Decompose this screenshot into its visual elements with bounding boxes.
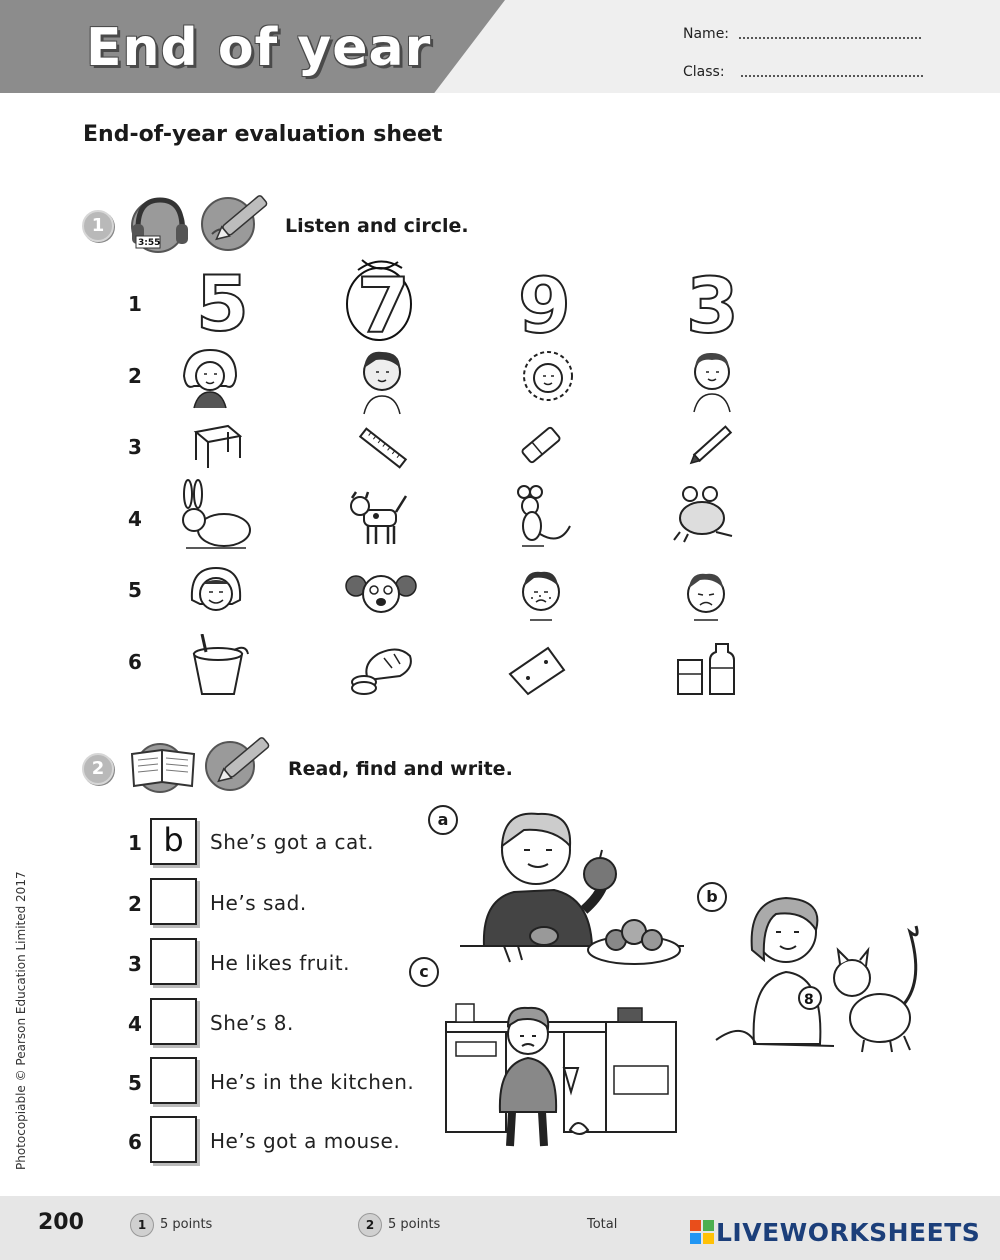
question-text: She’s got a cat.	[210, 830, 375, 854]
milk-icon[interactable]	[676, 640, 738, 698]
girl-with-cat-picture	[716, 898, 917, 1052]
boy-face-icon[interactable]	[354, 346, 410, 416]
pencil-icon[interactable]	[684, 420, 738, 470]
name-label: Name:	[683, 26, 730, 42]
exercise-1-instruction: Listen and circle.	[285, 215, 469, 237]
pencil-write-icon	[202, 728, 278, 794]
question-number: 2	[128, 892, 142, 916]
number-option-3[interactable]: 3	[686, 261, 739, 350]
row-number: 2	[128, 364, 142, 388]
name-dotted-line[interactable]	[739, 29, 921, 39]
class-field[interactable]	[683, 64, 923, 80]
question-number: 1	[128, 831, 142, 855]
book-icon	[128, 738, 198, 794]
exercise-2-instruction: Read, find and write.	[288, 758, 513, 780]
girl-shirt-number: 8	[804, 992, 814, 1008]
yoghurt-icon[interactable]	[186, 634, 252, 698]
number-option-5[interactable]: 5	[196, 259, 249, 348]
points-exercise-1-number: 1	[130, 1213, 154, 1237]
answer-box[interactable]	[150, 938, 197, 985]
copyright-notice: Photocopiable © Pearson Education Limited 2017	[14, 871, 28, 1170]
row-number: 4	[128, 507, 142, 531]
question-text: She’s 8.	[210, 1011, 294, 1035]
row-number: 3	[128, 435, 142, 459]
page-number: 200	[38, 1210, 84, 1235]
number-option-7[interactable]: 7	[357, 261, 410, 350]
points-exercise-2: 5 points	[388, 1217, 441, 1232]
ruler-icon[interactable]	[356, 424, 410, 472]
row-number: 1	[128, 292, 142, 316]
mouse-icon[interactable]	[510, 484, 574, 550]
sick-boy-icon[interactable]	[516, 566, 566, 622]
brand-text: LIVEWORKSHEETS	[716, 1218, 981, 1247]
exercise-1-number: 1	[82, 210, 114, 242]
answer-box[interactable]	[150, 998, 197, 1045]
liveworksheets-logo-icon	[690, 1220, 714, 1244]
picture-label-b: b	[697, 882, 727, 912]
table-icon[interactable]	[188, 422, 242, 470]
eraser-icon[interactable]	[518, 422, 564, 468]
liveworksheets-logo[interactable]	[690, 1218, 980, 1247]
sheet-title: End-of-year evaluation sheet	[83, 122, 443, 147]
scene-illustration	[404, 800, 944, 1160]
row-number: 5	[128, 578, 142, 602]
boy-in-kitchen-picture	[446, 1004, 676, 1146]
picture-label-a: a	[428, 805, 458, 835]
points-exercise-1: 5 points	[160, 1217, 213, 1232]
curly-girl-face-icon[interactable]	[518, 348, 578, 406]
audio-track-label: 3:55	[138, 238, 161, 248]
exercise-2-number: 2	[82, 753, 114, 785]
cheese-icon[interactable]	[508, 644, 568, 698]
question-text: He’s in the kitchen.	[210, 1070, 415, 1094]
question-number: 5	[128, 1071, 142, 1095]
frog-icon[interactable]	[672, 484, 736, 544]
sad-boy-icon[interactable]	[682, 568, 730, 622]
curly-boy-face-icon[interactable]	[684, 348, 740, 414]
number-option-9[interactable]: 9	[518, 261, 571, 350]
happy-girl-icon[interactable]	[186, 564, 246, 622]
rabbit-icon[interactable]	[176, 478, 256, 552]
answer-box[interactable]: b	[150, 818, 197, 865]
question-number: 4	[128, 1012, 142, 1036]
boy-with-fruit-picture	[460, 814, 684, 964]
question-number: 6	[128, 1130, 142, 1154]
points-exercise-2-number: 2	[358, 1213, 382, 1237]
class-label: Class:	[683, 64, 725, 80]
class-dotted-line[interactable]	[741, 67, 923, 77]
scared-girl-icon[interactable]	[342, 566, 420, 622]
dog-icon[interactable]	[346, 488, 412, 550]
headphones-icon	[126, 192, 196, 256]
answer-box[interactable]	[150, 878, 197, 925]
question-text: He’s got a mouse.	[210, 1129, 401, 1153]
name-field[interactable]	[683, 26, 921, 42]
picture-label-c: c	[409, 957, 439, 987]
question-text: He’s sad.	[210, 891, 307, 915]
total-label: Total	[587, 1217, 618, 1232]
answer-box[interactable]	[150, 1057, 197, 1104]
answer-box[interactable]	[150, 1116, 197, 1163]
pencil-write-icon	[200, 186, 276, 252]
banner-title: End of year	[86, 18, 432, 78]
bread-icon[interactable]	[348, 644, 414, 696]
row-number: 6	[128, 650, 142, 674]
question-number: 3	[128, 952, 142, 976]
question-text: He likes fruit.	[210, 951, 350, 975]
girl-face-icon[interactable]	[178, 346, 242, 410]
